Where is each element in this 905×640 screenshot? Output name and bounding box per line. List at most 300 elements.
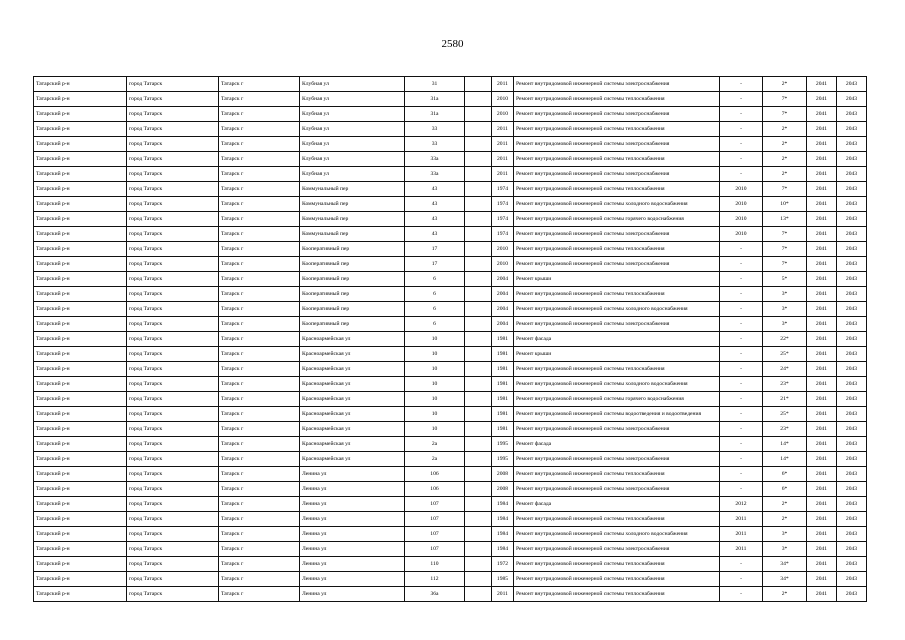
municipality-cell: город Татарск (127, 182, 219, 197)
work-type-cell: Ремонт фасада (514, 497, 720, 512)
work-type-cell: Ремонт внутридомовой инженерной системы теплоснабжения (514, 362, 720, 377)
district-cell: Татарский р-н (34, 482, 127, 497)
building-cell (465, 347, 492, 362)
table-row (34, 437, 867, 452)
district-cell: Татарский р-н (34, 497, 127, 512)
plan-end-cell: 2043 (837, 287, 867, 302)
municipality-cell: город Татарск (127, 392, 219, 407)
wear-percent-cell: 3* (763, 302, 807, 317)
municipality-cell: город Татарск (127, 437, 219, 452)
year-built-cell: 1984 (492, 512, 514, 527)
district-cell: Татарский р-н (34, 377, 127, 392)
district-cell: Татарский р-н (34, 362, 127, 377)
plan-start-cell: 2041 (807, 77, 837, 92)
plan-end-cell: 2043 (837, 152, 867, 167)
street-cell: Кооперативный пер (300, 317, 405, 332)
plan-end-cell: 2043 (837, 527, 867, 542)
last-repair-year-cell: - (720, 482, 763, 497)
plan-end-cell: 2043 (837, 302, 867, 317)
plan-start-cell: 2041 (807, 587, 837, 602)
table-row (34, 317, 867, 332)
last-repair-year-cell: 2011 (720, 512, 763, 527)
street-cell: Ленина ул (300, 497, 405, 512)
district-cell: Татарский р-н (34, 527, 127, 542)
district-cell: Татарский р-н (34, 242, 127, 257)
district-cell: Татарский р-н (34, 437, 127, 452)
year-built-cell: 2011 (492, 587, 514, 602)
building-cell (465, 407, 492, 422)
table-row (34, 407, 867, 422)
year-built-cell: 1974 (492, 182, 514, 197)
street-cell: Ленина ул (300, 482, 405, 497)
municipality-cell: город Татарск (127, 587, 219, 602)
settlement-cell: Татарск г (219, 107, 300, 122)
work-type-cell: Ремонт внутридомовой инженерной системы теплоснабжения (514, 572, 720, 587)
plan-start-cell: 2041 (807, 467, 837, 482)
plan-end-cell: 2043 (837, 557, 867, 572)
work-type-cell: Ремонт внутридомовой инженерной системы холодного водоснабжения (514, 527, 720, 542)
table-row (34, 362, 867, 377)
wear-percent-cell: 2* (763, 497, 807, 512)
last-repair-year-cell: - (720, 272, 763, 287)
last-repair-year-cell: - (720, 377, 763, 392)
last-repair-year-cell: - (720, 587, 763, 602)
work-type-cell: Ремонт внутридомовой инженерной системы горячего водоснабжения (514, 392, 720, 407)
wear-percent-cell: 24* (763, 362, 807, 377)
last-repair-year-cell: - (720, 167, 763, 182)
wear-percent-cell: 2* (763, 587, 807, 602)
wear-percent-cell: 5* (763, 272, 807, 287)
last-repair-year-cell: - (720, 77, 763, 92)
last-repair-year-cell: - (720, 422, 763, 437)
work-type-cell: Ремонт крыши (514, 272, 720, 287)
plan-start-cell: 2041 (807, 527, 837, 542)
table-row (34, 227, 867, 242)
wear-percent-cell: 2* (763, 152, 807, 167)
street-cell: Красноармейская ул (300, 407, 405, 422)
building-cell (465, 122, 492, 137)
year-built-cell: 1981 (492, 332, 514, 347)
work-type-cell: Ремонт внутридомовой инженерной системы электроснабжения (514, 452, 720, 467)
plan-end-cell: 2043 (837, 317, 867, 332)
house-number-cell: 17 (405, 242, 465, 257)
wear-percent-cell: 22* (763, 332, 807, 347)
municipality-cell: город Татарск (127, 167, 219, 182)
table-row (34, 77, 867, 92)
street-cell: Красноармейская ул (300, 452, 405, 467)
work-type-cell: Ремонт внутридомовой инженерной системы электроснабжения (514, 77, 720, 92)
plan-end-cell: 2043 (837, 512, 867, 527)
building-cell (465, 257, 492, 272)
last-repair-year-cell: - (720, 152, 763, 167)
district-cell: Татарский р-н (34, 197, 127, 212)
settlement-cell: Татарск г (219, 527, 300, 542)
house-number-cell: 2а (405, 452, 465, 467)
work-type-cell: Ремонт крыши (514, 347, 720, 362)
street-cell: Кооперативный пер (300, 257, 405, 272)
wear-percent-cell: 2* (763, 167, 807, 182)
district-cell: Татарский р-н (34, 542, 127, 557)
plan-start-cell: 2041 (807, 182, 837, 197)
last-repair-year-cell: - (720, 392, 763, 407)
settlement-cell: Татарск г (219, 422, 300, 437)
district-cell: Татарский р-н (34, 392, 127, 407)
table-row (34, 197, 867, 212)
plan-end-cell: 2043 (837, 467, 867, 482)
street-cell: Клубная ул (300, 137, 405, 152)
wear-percent-cell: 23* (763, 422, 807, 437)
wear-percent-cell: 25* (763, 347, 807, 362)
wear-percent-cell: 34* (763, 557, 807, 572)
wear-percent-cell: 23* (763, 377, 807, 392)
building-cell (465, 212, 492, 227)
table-row (34, 302, 867, 317)
building-cell (465, 332, 492, 347)
settlement-cell: Татарск г (219, 302, 300, 317)
plan-start-cell: 2041 (807, 422, 837, 437)
house-number-cell: 107 (405, 512, 465, 527)
house-number-cell: 106 (405, 482, 465, 497)
plan-start-cell: 2041 (807, 212, 837, 227)
municipality-cell: город Татарск (127, 572, 219, 587)
last-repair-year-cell: - (720, 437, 763, 452)
plan-start-cell: 2041 (807, 257, 837, 272)
plan-start-cell: 2041 (807, 317, 837, 332)
settlement-cell: Татарск г (219, 542, 300, 557)
municipality-cell: город Татарск (127, 362, 219, 377)
district-cell: Татарский р-н (34, 557, 127, 572)
settlement-cell: Татарск г (219, 257, 300, 272)
street-cell: Кооперативный пер (300, 287, 405, 302)
plan-start-cell: 2041 (807, 497, 837, 512)
housing-repair-table (33, 76, 867, 602)
wear-percent-cell: 3* (763, 542, 807, 557)
district-cell: Татарский р-н (34, 167, 127, 182)
work-type-cell: Ремонт внутридомовой инженерной системы холодного водоснабжения (514, 302, 720, 317)
last-repair-year-cell: - (720, 137, 763, 152)
year-built-cell: 1981 (492, 392, 514, 407)
house-number-cell: 43 (405, 212, 465, 227)
wear-percent-cell: 3* (763, 317, 807, 332)
work-type-cell: Ремонт внутридомовой инженерной системы теплоснабжения (514, 287, 720, 302)
plan-end-cell: 2043 (837, 122, 867, 137)
table-row (34, 527, 867, 542)
settlement-cell: Татарск г (219, 122, 300, 137)
municipality-cell: город Татарск (127, 137, 219, 152)
house-number-cell: 36а (405, 587, 465, 602)
settlement-cell: Татарск г (219, 197, 300, 212)
street-cell: Кооперативный пер (300, 272, 405, 287)
table-row (34, 542, 867, 557)
year-built-cell: 1995 (492, 452, 514, 467)
street-cell: Клубная ул (300, 107, 405, 122)
street-cell: Красноармейская ул (300, 332, 405, 347)
house-number-cell: 43 (405, 197, 465, 212)
building-cell (465, 152, 492, 167)
municipality-cell: город Татарск (127, 542, 219, 557)
settlement-cell: Татарск г (219, 137, 300, 152)
house-number-cell: 43 (405, 182, 465, 197)
settlement-cell: Татарск г (219, 287, 300, 302)
house-number-cell: 2а (405, 437, 465, 452)
street-cell: Красноармейская ул (300, 347, 405, 362)
plan-start-cell: 2041 (807, 332, 837, 347)
plan-start-cell: 2041 (807, 362, 837, 377)
table-row (34, 347, 867, 362)
street-cell: Ленина ул (300, 467, 405, 482)
municipality-cell: город Татарск (127, 422, 219, 437)
last-repair-year-cell: 2011 (720, 527, 763, 542)
building-cell (465, 452, 492, 467)
plan-end-cell: 2043 (837, 572, 867, 587)
wear-percent-cell: 14* (763, 437, 807, 452)
table-row (34, 107, 867, 122)
wear-percent-cell: 7* (763, 257, 807, 272)
street-cell: Красноармейская ул (300, 422, 405, 437)
plan-start-cell: 2041 (807, 482, 837, 497)
last-repair-year-cell: - (720, 242, 763, 257)
table-row (34, 332, 867, 347)
plan-start-cell: 2041 (807, 512, 837, 527)
year-built-cell: 1981 (492, 422, 514, 437)
year-built-cell: 1981 (492, 407, 514, 422)
street-cell: Коммунальный пер (300, 227, 405, 242)
year-built-cell: 1985 (492, 572, 514, 587)
work-type-cell: Ремонт внутридомовой инженерной системы теплоснабжения (514, 122, 720, 137)
work-type-cell: Ремонт внутридомовой инженерной системы теплоснабжения (514, 587, 720, 602)
settlement-cell: Татарск г (219, 332, 300, 347)
year-built-cell: 2011 (492, 122, 514, 137)
plan-start-cell: 2041 (807, 92, 837, 107)
municipality-cell: город Татарск (127, 347, 219, 362)
plan-start-cell: 2041 (807, 377, 837, 392)
work-type-cell: Ремонт внутридомовой инженерной системы электроснабжения (514, 167, 720, 182)
plan-end-cell: 2043 (837, 542, 867, 557)
municipality-cell: город Татарск (127, 197, 219, 212)
district-cell: Татарский р-н (34, 272, 127, 287)
building-cell (465, 527, 492, 542)
last-repair-year-cell: - (720, 92, 763, 107)
plan-start-cell: 2041 (807, 242, 837, 257)
work-type-cell: Ремонт внутридомовой инженерной системы холодного водоснабжения (514, 197, 720, 212)
municipality-cell: город Татарск (127, 497, 219, 512)
house-number-cell: 33а (405, 152, 465, 167)
last-repair-year-cell: - (720, 257, 763, 272)
year-built-cell: 1981 (492, 347, 514, 362)
plan-end-cell: 2043 (837, 257, 867, 272)
municipality-cell: город Татарск (127, 227, 219, 242)
street-cell: Клубная ул (300, 122, 405, 137)
last-repair-year-cell: - (720, 287, 763, 302)
wear-percent-cell: 2* (763, 137, 807, 152)
work-type-cell: Ремонт внутридомовой инженерной системы теплоснабжения (514, 557, 720, 572)
street-cell: Коммунальный пер (300, 212, 405, 227)
plan-end-cell: 2043 (837, 182, 867, 197)
district-cell: Татарский р-н (34, 347, 127, 362)
year-built-cell: 2010 (492, 107, 514, 122)
street-cell: Ленина ул (300, 527, 405, 542)
street-cell: Ленина ул (300, 572, 405, 587)
building-cell (465, 302, 492, 317)
last-repair-year-cell: - (720, 407, 763, 422)
last-repair-year-cell: 2010 (720, 227, 763, 242)
building-cell (465, 467, 492, 482)
building-cell (465, 377, 492, 392)
year-built-cell: 1995 (492, 437, 514, 452)
municipality-cell: город Татарск (127, 107, 219, 122)
settlement-cell: Татарск г (219, 407, 300, 422)
house-number-cell: 31 (405, 77, 465, 92)
wear-percent-cell: 14* (763, 452, 807, 467)
plan-start-cell: 2041 (807, 452, 837, 467)
municipality-cell: город Татарск (127, 317, 219, 332)
district-cell: Татарский р-н (34, 137, 127, 152)
table-row (34, 392, 867, 407)
plan-start-cell: 2041 (807, 542, 837, 557)
plan-start-cell: 2041 (807, 107, 837, 122)
building-cell (465, 227, 492, 242)
work-type-cell: Ремонт внутридомовой инженерной системы холодного водоснабжения (514, 377, 720, 392)
municipality-cell: город Татарск (127, 407, 219, 422)
settlement-cell: Татарск г (219, 392, 300, 407)
house-number-cell: 107 (405, 542, 465, 557)
year-built-cell: 1974 (492, 197, 514, 212)
year-built-cell: 2010 (492, 92, 514, 107)
work-type-cell: Ремонт внутридомовой инженерной системы теплоснабжения (514, 242, 720, 257)
plan-start-cell: 2041 (807, 122, 837, 137)
building-cell (465, 542, 492, 557)
district-cell: Татарский р-н (34, 152, 127, 167)
last-repair-year-cell: - (720, 557, 763, 572)
year-built-cell: 1984 (492, 527, 514, 542)
plan-end-cell: 2043 (837, 437, 867, 452)
settlement-cell: Татарск г (219, 572, 300, 587)
plan-start-cell: 2041 (807, 407, 837, 422)
plan-start-cell: 2041 (807, 227, 837, 242)
house-number-cell: 10 (405, 362, 465, 377)
street-cell: Кооперативный пер (300, 302, 405, 317)
house-number-cell: 10 (405, 347, 465, 362)
house-number-cell: 31а (405, 107, 465, 122)
building-cell (465, 482, 492, 497)
plan-end-cell: 2043 (837, 497, 867, 512)
table-row (34, 137, 867, 152)
table-row (34, 182, 867, 197)
year-built-cell: 2004 (492, 302, 514, 317)
table-row (34, 587, 867, 602)
district-cell: Татарский р-н (34, 407, 127, 422)
street-cell: Ленина ул (300, 542, 405, 557)
wear-percent-cell: 7* (763, 92, 807, 107)
wear-percent-cell: 2* (763, 122, 807, 137)
building-cell (465, 182, 492, 197)
plan-start-cell: 2041 (807, 167, 837, 182)
plan-end-cell: 2043 (837, 77, 867, 92)
wear-percent-cell: 3* (763, 527, 807, 542)
plan-end-cell: 2043 (837, 377, 867, 392)
settlement-cell: Татарск г (219, 362, 300, 377)
street-cell: Коммунальный пер (300, 197, 405, 212)
municipality-cell: город Татарск (127, 452, 219, 467)
building-cell (465, 422, 492, 437)
year-built-cell: 2011 (492, 167, 514, 182)
year-built-cell: 2004 (492, 287, 514, 302)
settlement-cell: Татарск г (219, 152, 300, 167)
house-number-cell: 110 (405, 557, 465, 572)
last-repair-year-cell: - (720, 317, 763, 332)
house-number-cell: 43 (405, 227, 465, 242)
district-cell: Татарский р-н (34, 332, 127, 347)
year-built-cell: 1981 (492, 377, 514, 392)
wear-percent-cell: 3* (763, 287, 807, 302)
municipality-cell: город Татарск (127, 122, 219, 137)
work-type-cell: Ремонт внутридомовой инженерной системы теплоснабжения (514, 512, 720, 527)
year-built-cell: 1981 (492, 362, 514, 377)
municipality-cell: город Татарск (127, 302, 219, 317)
street-cell: Клубная ул (300, 77, 405, 92)
table-row (34, 512, 867, 527)
plan-start-cell: 2041 (807, 557, 837, 572)
table-row (34, 92, 867, 107)
year-built-cell: 2008 (492, 482, 514, 497)
wear-percent-cell: 2* (763, 77, 807, 92)
wear-percent-cell: 10* (763, 197, 807, 212)
plan-start-cell: 2041 (807, 302, 837, 317)
house-number-cell: 106 (405, 467, 465, 482)
table-row (34, 287, 867, 302)
building-cell (465, 272, 492, 287)
work-type-cell: Ремонт внутридомовой инженерной системы теплоснабжения (514, 467, 720, 482)
table-row (34, 572, 867, 587)
district-cell: Татарский р-н (34, 287, 127, 302)
district-cell: Татарский р-н (34, 572, 127, 587)
last-repair-year-cell: 2010 (720, 197, 763, 212)
municipality-cell: город Татарск (127, 257, 219, 272)
plan-end-cell: 2043 (837, 422, 867, 437)
plan-end-cell: 2043 (837, 197, 867, 212)
settlement-cell: Татарск г (219, 587, 300, 602)
street-cell: Коммунальный пер (300, 182, 405, 197)
plan-end-cell: 2043 (837, 212, 867, 227)
plan-end-cell: 2043 (837, 482, 867, 497)
district-cell: Татарский р-н (34, 467, 127, 482)
district-cell: Татарский р-н (34, 452, 127, 467)
table-row (34, 452, 867, 467)
house-number-cell: 112 (405, 572, 465, 587)
last-repair-year-cell: - (720, 122, 763, 137)
street-cell: Красноармейская ул (300, 362, 405, 377)
house-number-cell: 10 (405, 422, 465, 437)
table-row (34, 377, 867, 392)
wear-percent-cell: 6* (763, 467, 807, 482)
municipality-cell: город Татарск (127, 242, 219, 257)
work-type-cell: Ремонт внутридомовой инженерной системы электроснабжения (514, 542, 720, 557)
work-type-cell: Ремонт внутридомовой инженерной системы горячего водоснабжения (514, 212, 720, 227)
table-row (34, 422, 867, 437)
house-number-cell: 6 (405, 302, 465, 317)
last-repair-year-cell: 2010 (720, 212, 763, 227)
wear-percent-cell: 2* (763, 512, 807, 527)
last-repair-year-cell: 2012 (720, 497, 763, 512)
settlement-cell: Татарск г (219, 212, 300, 227)
house-number-cell: 10 (405, 332, 465, 347)
plan-end-cell: 2043 (837, 332, 867, 347)
plan-end-cell: 2043 (837, 167, 867, 182)
page-number: 2580 (441, 38, 464, 50)
year-built-cell: 2010 (492, 257, 514, 272)
settlement-cell: Татарск г (219, 512, 300, 527)
settlement-cell: Татарск г (219, 167, 300, 182)
